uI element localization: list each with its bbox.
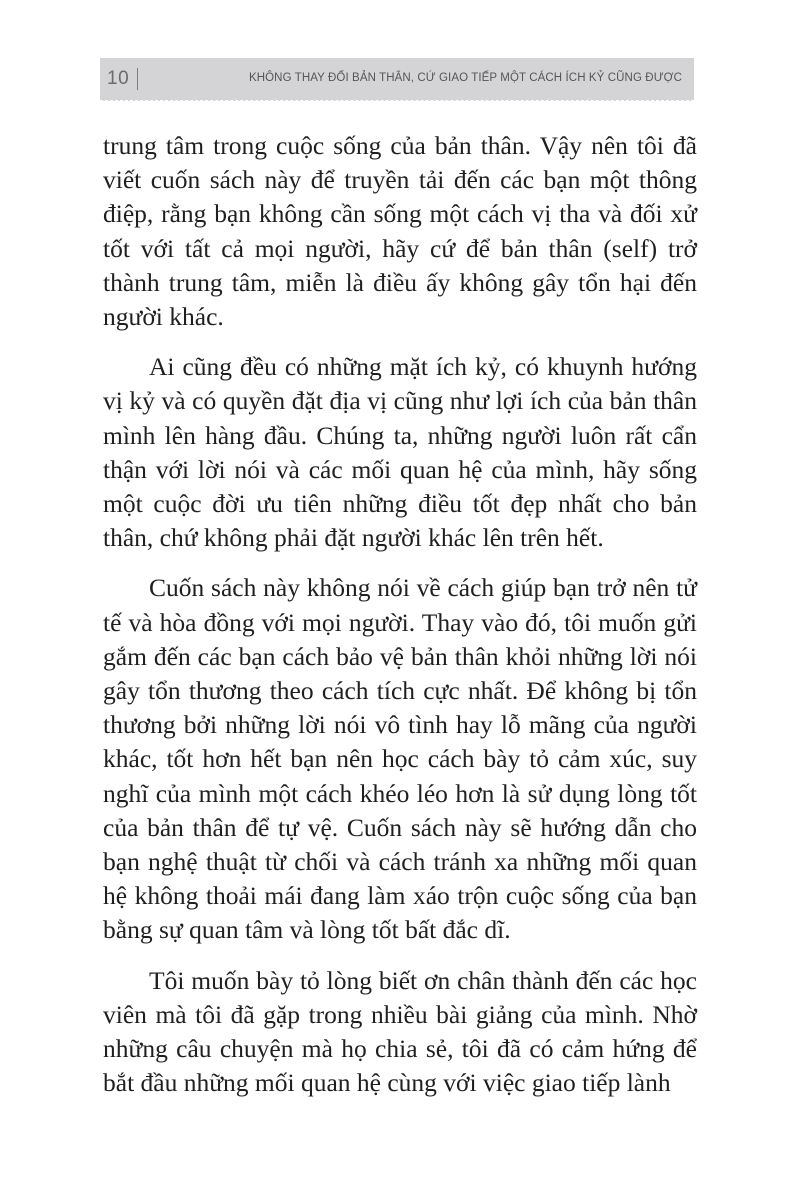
header-divider [137, 68, 138, 90]
paragraph: Cuốn sách này không nói về cách giúp bạn trở nên tử tế và hòa đồng với mọi người. Thay vào đó, tôi muốn gửi gắm đến các bạn cách bảo vệ bản thân khỏi những lời nói gây tổn thương theo cách tích cực nhất. Để không bị tổn thương bởi những lời nói vô tình hay lỗ mãng của người khác, tốt hơn hết bạn nên học cách bày tỏ cảm xúc, suy nghĩ của mình một cách khéo léo hơn là sử dụng lòng tốt của bản thân để tự vệ. Cuốn sách này sẽ hướng dẫn cho bạn nghệ thuật từ chối và cách tránh xa những mối quan hệ không thoải mái đang làm xáo trộn cuộc sống của bạn bằng sự quan tâm và lòng tốt bất đắc dĩ. [103, 573, 697, 945]
running-header [100, 58, 694, 101]
paragraph: Ai cũng đều có những mặt ích kỷ, có khuynh hướng vị kỷ và có quyền đặt địa vị cũng như lợi ích của bản thân mình lên hàng đầu. Chúng ta, những người luôn rất cẩn thận với lời nói và các mối quan hệ của mình, hãy sống một cuộc đời ưu tiên những điều tốt đẹp nhất cho bản thân, chứ không phải đặt người khác lên trên hết. [103, 352, 697, 553]
running-title: KHÔNG THAY ĐỔI BẢN THÂN, CỨ GIAO TIẾP MỘT CÁCH ÍCH KỶ CŨNG ĐƯỢC [248, 72, 682, 84]
page-body [103, 129, 697, 1116]
page-number: 10 [107, 68, 130, 89]
paragraph-continued: trung tâm trong cuộc sống của bản thân. Vậy nên tôi đã viết cuốn sách này để truyền tải đến các bạn một thông điệp, rằng bạn không cần sống một cách vị tha và đối xử tốt với tất cả mọi người, hãy cứ để bản thân (self) trở thành trung tâm, miễn là điều ấy không gây tổn hại đến người khác. [103, 131, 697, 332]
paragraph: Tôi muốn bày tỏ lòng biết ơn chân thành đến các học viên mà tôi đã gặp trong nhiều bài giảng của mình. Nhờ những câu chuyện mà họ chia sẻ, tôi đã có cảm hứng để bắt đầu những mối quan hệ cùng với việc giao tiếp lành [103, 965, 697, 1098]
